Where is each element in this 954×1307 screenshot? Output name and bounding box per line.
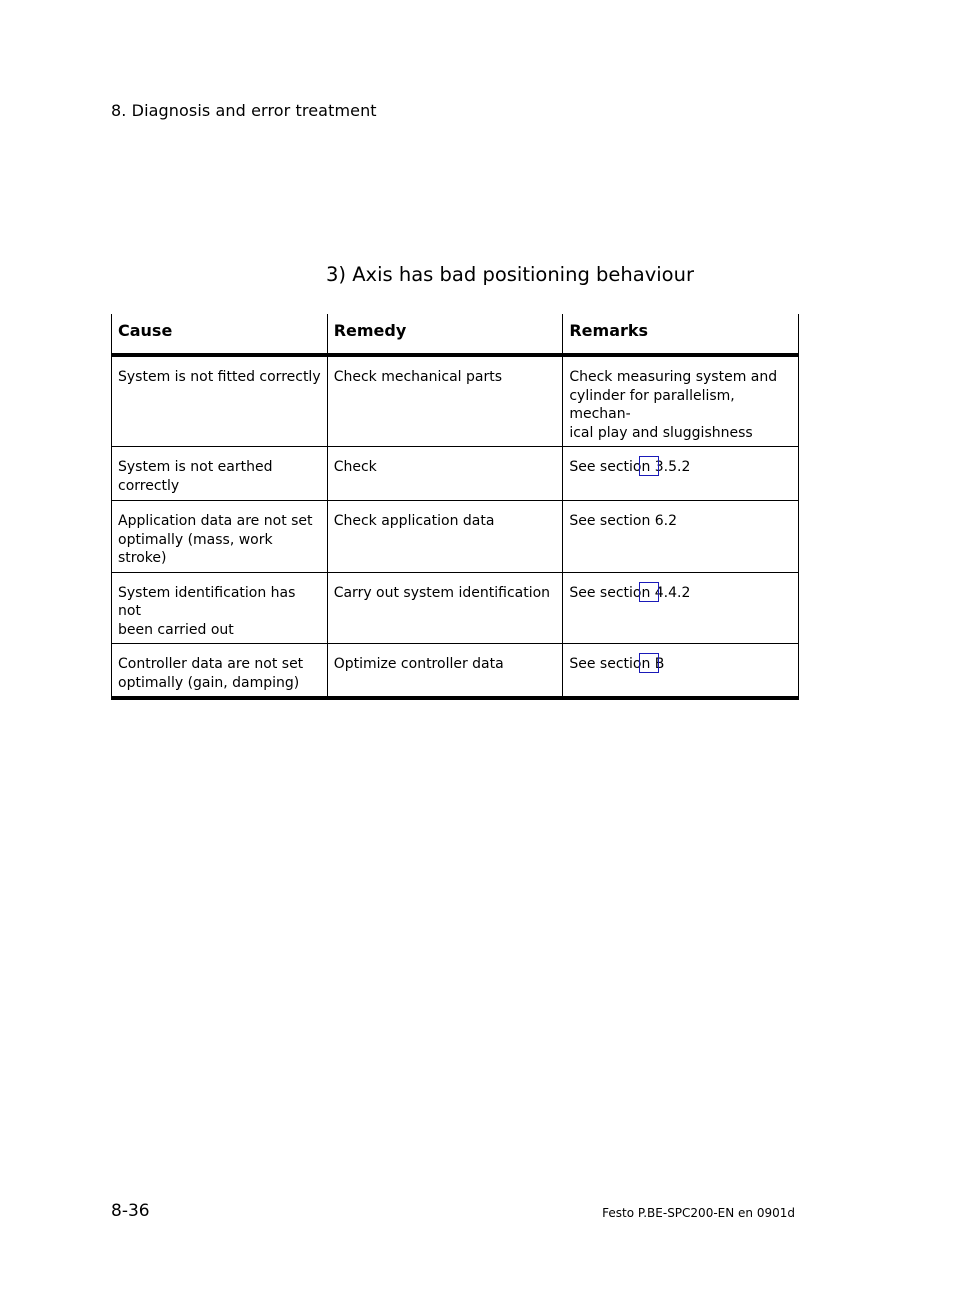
table-row [112, 572, 799, 644]
cause-cell: System identification has not been carried out [112, 572, 328, 644]
remedy-cell: Carry out system identification [327, 572, 563, 644]
remarks-cell: See section 6.2 [563, 501, 799, 573]
table-header-row [112, 314, 799, 355]
troubleshooting-table [111, 314, 799, 700]
chapter-header: 8. Diagnosis and error treatment [111, 101, 377, 120]
section-title: 3) Axis has bad positioning behaviour [326, 263, 694, 286]
remedy-cell: Optimize controller data [327, 644, 563, 699]
link-box-icon [639, 582, 659, 602]
section-link[interactable]: See section 4.4.2 [569, 585, 690, 601]
remarks-cell: Check measuring system and cylinder for parallelism, mechan- ical play and sluggishness [563, 355, 799, 447]
remedy-cell: Check mechanical parts [327, 355, 563, 447]
section-link[interactable]: See section 3.5.2 [569, 459, 690, 475]
table-row [112, 644, 799, 699]
table-row [112, 447, 799, 501]
remarks-cell [563, 644, 799, 699]
column-header-cause: Cause [112, 314, 328, 355]
link-box-icon [639, 456, 659, 476]
table-row [112, 501, 799, 573]
document-id: Festo P.BE-SPC200-EN en 0901d [602, 1206, 795, 1220]
column-header-remarks: Remarks [563, 314, 799, 355]
column-header-remedy: Remedy [327, 314, 563, 355]
remarks-cell [563, 447, 799, 501]
remedy-cell: Check application data [327, 501, 563, 573]
cause-cell: System is not earthed correctly [112, 447, 328, 501]
remarks-cell [563, 572, 799, 644]
section-link[interactable]: See section B [569, 656, 664, 672]
link-box-icon [639, 653, 659, 673]
page-number: 8-36 [111, 1201, 150, 1221]
cause-cell: System is not fitted correctly [112, 355, 328, 447]
table-row [112, 355, 799, 447]
cause-cell: Controller data are not set optimally (gain, damping) [112, 644, 328, 699]
cause-cell: Application data are not set optimally (mass, work stroke) [112, 501, 328, 573]
remedy-cell: Check [327, 447, 563, 501]
